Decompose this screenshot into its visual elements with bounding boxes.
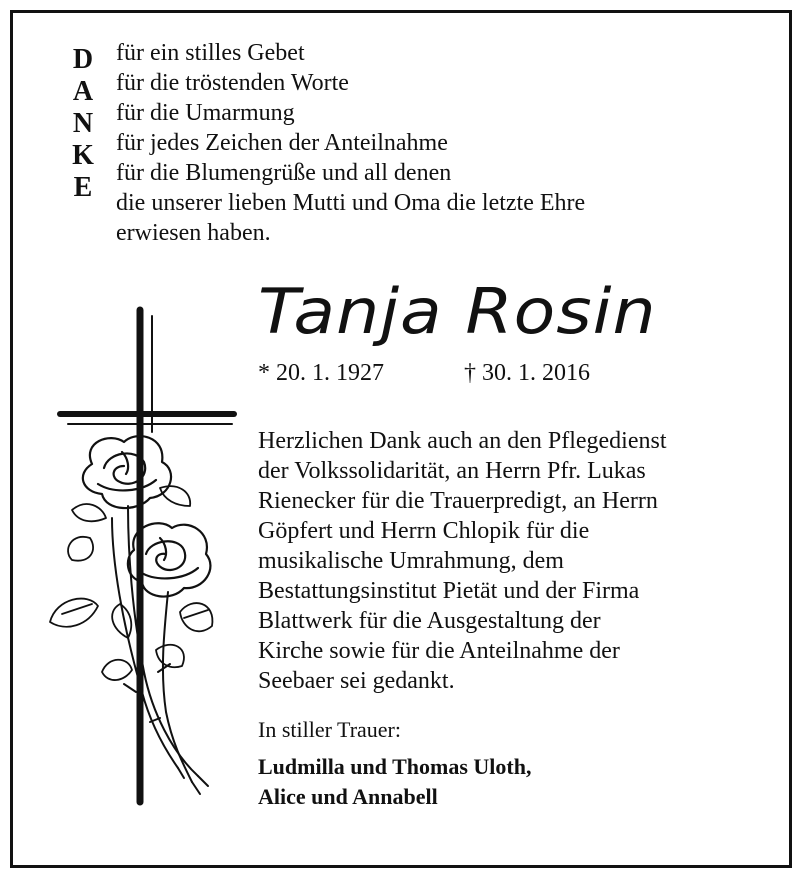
stems-icon (112, 506, 208, 794)
danke-line: erwiesen haben. (116, 220, 271, 246)
deceased-name: Tanja Rosin (258, 276, 657, 349)
thanks-line: Kirche sowie für die Anteilnahme der (258, 638, 620, 664)
thanks-paragraph (258, 426, 758, 696)
thanks-line: Rienecker für die Trauerpredigt, an Herrn (258, 488, 658, 514)
danke-line: für die Blumengrüße und all denen (116, 160, 452, 186)
signer-line: Alice und Annabell (258, 784, 438, 809)
thanks-line: Seebaer sei gedankt. (258, 668, 455, 694)
danke-line: für die Umarmung (116, 100, 295, 126)
danke-letter: D (72, 44, 94, 75)
danke-letter: N (72, 108, 94, 139)
danke-letter: E (73, 172, 93, 203)
signer-line: Ludmilla und Thomas Uloth, (258, 754, 532, 779)
thanks-line: musikalische Umrahmung, dem (258, 548, 564, 574)
birth-date: * 20. 1. 1927 (258, 360, 384, 386)
thanks-line: der Volkssolidarität, an Herrn Pfr. Lukas (258, 458, 646, 484)
thanks-line: Bestattungsinstitut Pietät und der Firma (258, 578, 640, 604)
leaf-icon (50, 537, 212, 680)
thanks-line: Blattwerk für die Ausgestaltung der (258, 608, 601, 634)
danke-line: für die tröstenden Worte (116, 70, 349, 96)
signers (258, 752, 531, 812)
death-date: † 30. 1. 2016 (464, 360, 590, 386)
rose-icon (72, 436, 190, 521)
thanks-line: Göpfert und Herrn Chlopik für die (258, 518, 590, 544)
danke-line: für jedes Zeichen der Anteilnahme (116, 130, 448, 156)
cross-with-roses-illustration (32, 292, 252, 812)
danke-letter: A (72, 76, 94, 107)
thanks-line: Herzlichen Dank auch an den Pflegedienst (258, 428, 667, 454)
danke-line: die unserer lieben Mutti und Oma die letzte Ehre (116, 190, 586, 216)
danke-lines (116, 38, 756, 248)
life-dates (258, 358, 590, 388)
mourning-heading: In stiller Trauer: (258, 717, 401, 742)
danke-vertical-word (58, 44, 108, 204)
danke-line: für ein stilles Gebet (116, 40, 305, 66)
danke-letter: K (72, 140, 94, 171)
